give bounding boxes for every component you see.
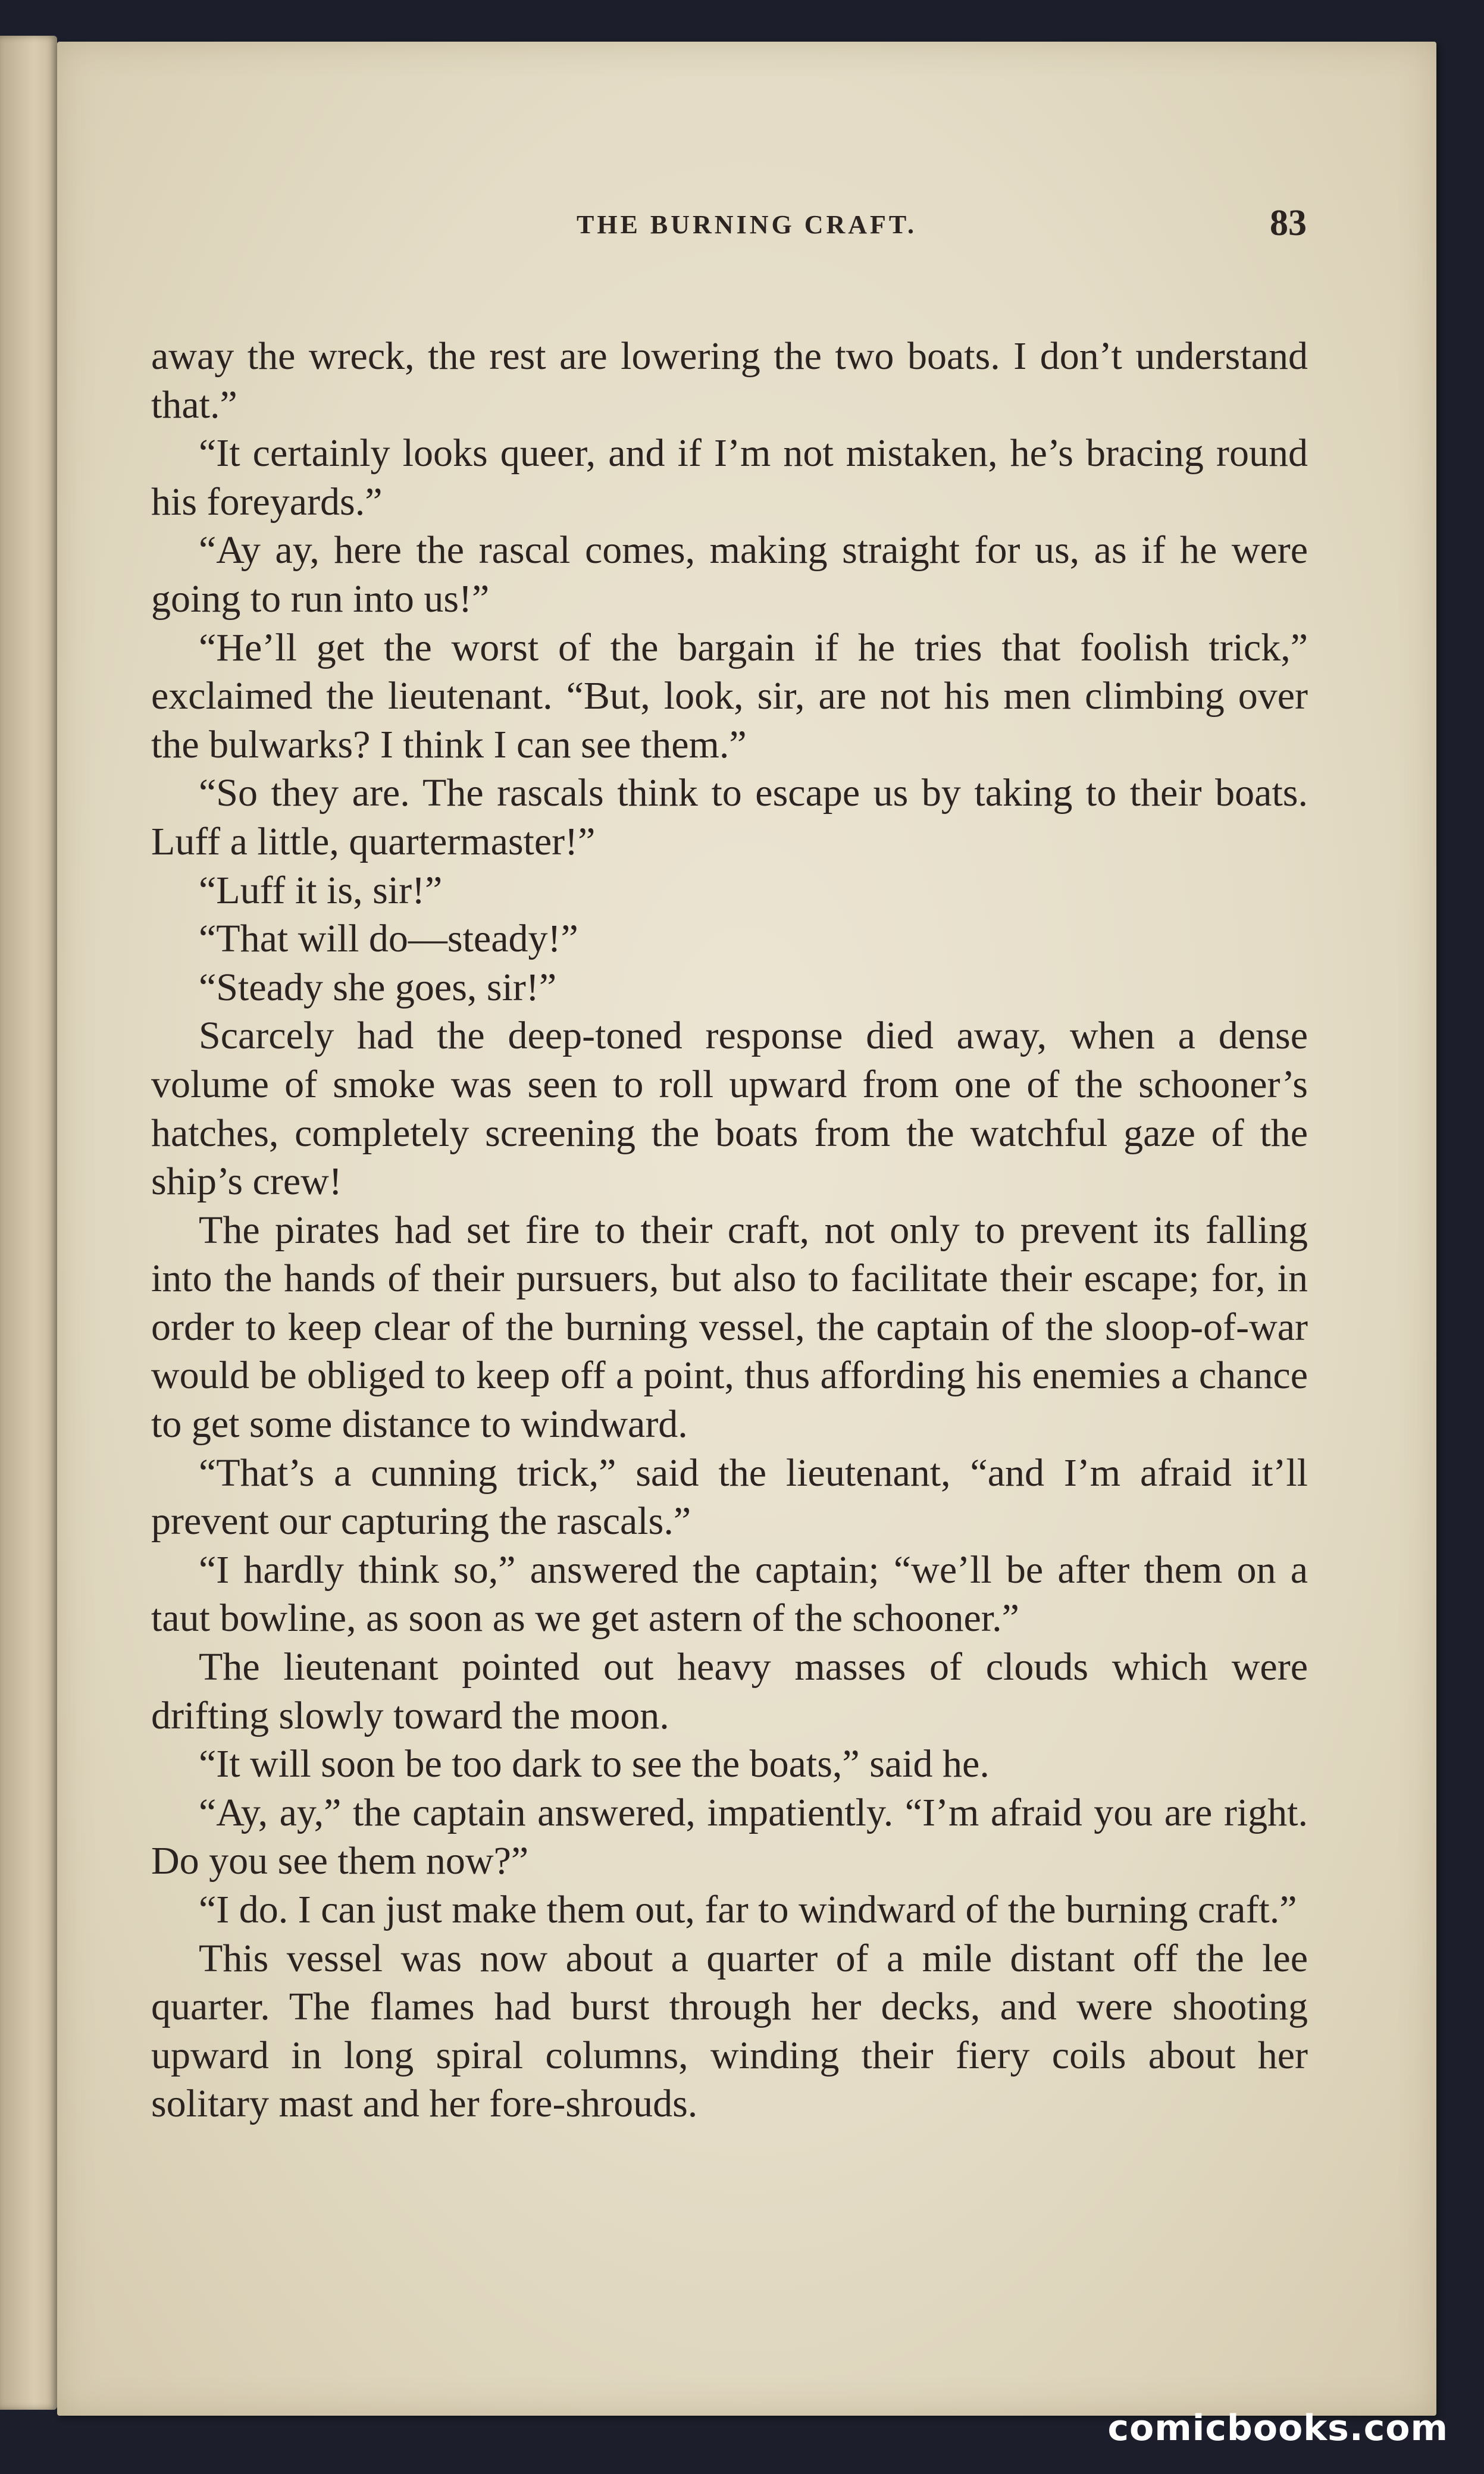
paragraph: This vessel was now about a quarter of a mile distant off the lee quarter. The flames had burst through her decks, and were shooting upward in long spiral columns, winding their fiery coils about her solitary mast and her fore-shrouds. <box>151 1936 1308 2126</box>
book-page <box>57 42 1436 2416</box>
paragraph: “It will soon be too dark to see the boats,” said he. <box>199 1742 990 1786</box>
paragraph: “Luff it is, sir!” <box>199 868 443 912</box>
running-title: THE BURNING CRAFT. <box>576 210 917 239</box>
paragraph: “Ay ay, here the rascal comes, making straight for us, as if he were going to run into us!” <box>151 528 1308 621</box>
previous-page-edge <box>0 36 57 2410</box>
paragraph: “He’ll get the worst of the bargain if he tries that foolish trick,” exclaimed the lieutenant. “But, look, sir, are not his men climbing over the bulwarks? I think I can see them.” <box>151 625 1308 766</box>
paragraph: “Ay, ay,” the captain answered, impatiently. “I’m afraid you are right. Do you see them now?” <box>151 1790 1308 1883</box>
site-watermark: comicbooks.com <box>1107 2407 1448 2449</box>
paragraph: “Steady she goes, sir!” <box>199 965 557 1009</box>
body-text <box>151 332 1308 2128</box>
paragraph: away the wreck, the rest are lowering the two boats. I don’t understand that.” <box>151 334 1308 427</box>
paragraph: “I do. I can just make them out, far to windward of the burning craft.” <box>199 1888 1297 1931</box>
paragraph: “It certainly looks queer, and if I’m not mistaken, he’s bracing round his foreyards.” <box>151 431 1308 524</box>
paragraph: “That will do—steady!” <box>199 917 578 961</box>
paragraph: “I hardly think so,” answered the captain; “we’ll be after them on a taut bowline, as soon as we get astern of the schooner.” <box>151 1548 1308 1640</box>
paragraph: Scarcely had the deep-toned response died away, when a dense volume of smoke was seen to roll upward from one of the schooner’s hatches, completely screening the boats from the watchful gaze of the ship’s crew! <box>151 1014 1308 1204</box>
page-header <box>57 202 1436 250</box>
paragraph: The pirates had set fire to their craft, not only to prevent its falling into the hands of their pursuers, but also to facilitate their escape; for, in order to keep clear of the burning vessel, the captain of the sloop-of-war would be obliged to keep off a point, thus affording his enemies a chance to get some distance to windward. <box>151 1208 1308 1446</box>
paragraph: “So they are. The rascals think to escape us by taking to their boats. Luff a little, quartermaster!” <box>151 771 1308 863</box>
paragraph: “That’s a cunning trick,” said the lieutenant, “and I’m afraid it’ll prevent our capturing the rascals.” <box>151 1451 1308 1543</box>
paragraph: The lieutenant pointed out heavy masses of clouds which were drifting slowly toward the moon. <box>151 1645 1308 1737</box>
page-number: 83 <box>1270 203 1307 243</box>
